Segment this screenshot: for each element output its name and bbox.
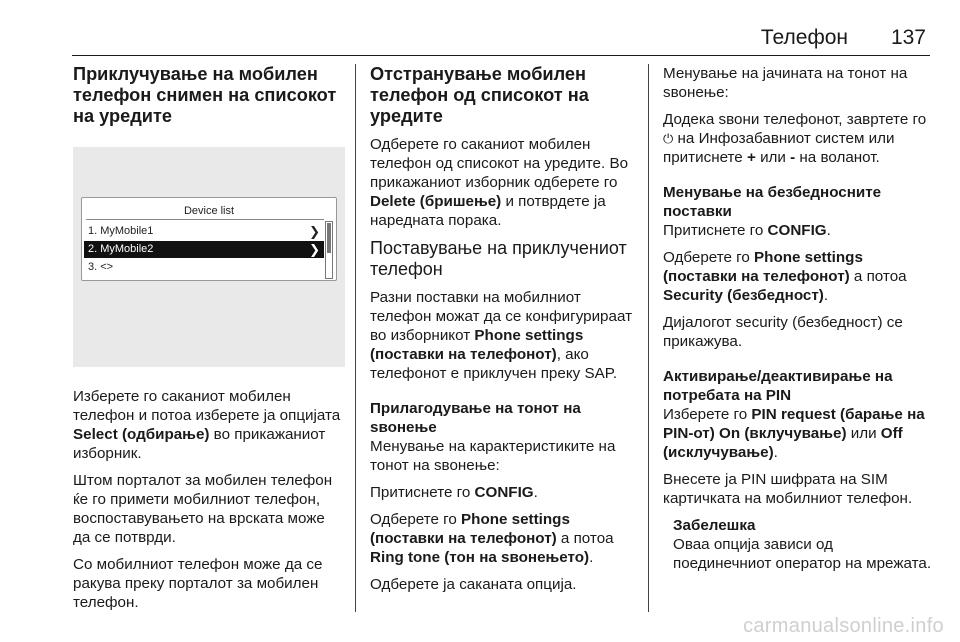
- paragraph: Штом порталот за мобилен телефон ќе го примети мобилниот телефон, воспоставувањето на врската може да се потврди.: [73, 472, 333, 546]
- paragraph: Со мобилниот телефон може да се ракува преку порталот за мобилен телефон.: [73, 556, 323, 611]
- header-divider: [72, 55, 930, 56]
- screen-divider: [86, 219, 324, 220]
- note-box: [663, 516, 933, 573]
- note-body: Оваа опција зависи од поединечниот оператор на мрежата.: [673, 536, 932, 572]
- screen-title: Device list: [183, 205, 235, 217]
- subheading-ringtone: Прилагодување на тонот на ѕвонење: [370, 400, 581, 436]
- paragraph: Одберете ја саканата опција.: [370, 576, 577, 593]
- page-number: 137: [890, 26, 926, 49]
- paragraph: Менување на карактеристиките на тонот на ѕвонење:: [370, 438, 616, 474]
- paragraph: Изберете го PIN request (барање на PIN-от) On (вклучување) или Off (исклучување).: [663, 406, 925, 461]
- paragraph: Дијалогот security (безбедност) се прикажува.: [663, 314, 903, 350]
- paragraph: Притиснете го CONFIG.: [370, 484, 538, 501]
- device-list-figure: [73, 147, 345, 367]
- device-label: 3. <>: [88, 261, 114, 273]
- column-1: [73, 64, 345, 620]
- column-2: [370, 64, 640, 602]
- paragraph: Одберете го саканиот мобилен телефон од списокот на уредите. Во прикажаниот изборник одберете го Delete (бришење) и потврдете ја наредната порака.: [370, 136, 629, 229]
- paragraph: Менување на јачината на тонот на ѕвонење:: [663, 65, 908, 101]
- power-knob-icon: ⏻: [663, 131, 674, 146]
- device-list-screen: [81, 197, 337, 281]
- chevron-right-icon: ❯: [309, 224, 320, 239]
- chevron-right-icon: ❯: [309, 242, 320, 257]
- paragraph: Притиснете го CONFIG.: [663, 222, 831, 239]
- chapter-title: Телефон: [760, 26, 848, 49]
- paragraph: Одберете го Phone settings (поставки на телефонот) а потоа Ring tone (тон на ѕвонењето).: [370, 511, 614, 566]
- paragraph: Изберете го саканиот мобилен телефон и потоа изберете ја опцијата Select (одбирање) во прикажаниот изборник.: [73, 388, 341, 462]
- watermark: carmanualsonline.info: [743, 615, 944, 637]
- column-divider-1: [355, 64, 356, 612]
- screen-scrollbar: [325, 221, 333, 279]
- section-heading-remove: Отстранување мобилен телефон од списокот на уредите: [370, 64, 589, 126]
- section-heading-settings: Поставување на приклучениот телефон: [370, 238, 627, 279]
- device-list-item: [84, 223, 324, 240]
- subheading-pin: Активирање/деактивирање на потребата на PIN: [663, 368, 893, 404]
- device-label: 2. MyMobile2: [88, 243, 154, 255]
- paragraph: Одберете го Phone settings (поставки на телефонот) а потоа Security (безбедност).: [663, 249, 907, 304]
- paragraph: Разни поставки на мобилниот телефон можат да се конфигурираат во изборникот Phone settings (поставки на телефонот), ако телефонот е приклучен преку SAP.: [370, 289, 633, 382]
- column-divider-2: [648, 64, 649, 612]
- device-list-item: [84, 259, 324, 276]
- section-heading-connect: Приклучување на мобилен телефон снимен на списокот на уредите: [73, 64, 337, 126]
- scroll-thumb: [327, 223, 331, 253]
- note-title: Забелешка: [673, 517, 756, 534]
- subheading-security: Менување на безбедносните поставки: [663, 184, 882, 220]
- column-3: [663, 64, 933, 581]
- page-header: [0, 0, 960, 58]
- device-label: 1. MyMobile1: [88, 225, 154, 237]
- paragraph: Внесете ја PIN шифрата на SIM картичката на мобилниот телефон.: [663, 471, 913, 507]
- paragraph: Додека ѕвони телефонот, завртете го ⏻ на Инфозабавниот систем или притиснете + или - на воланот.: [663, 111, 927, 166]
- device-list-item-selected: [84, 241, 324, 258]
